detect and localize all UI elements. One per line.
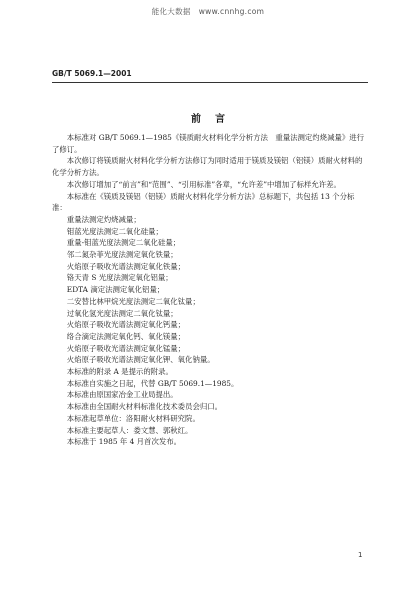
sub-standard-item: 火焰原子吸收光谱法测定氧化钙量； <box>66 320 186 330</box>
closing-paragraph: 本标准于 1985 年 4 月首次发布。 <box>66 437 182 447</box>
intro-paragraph: 本次修订将镁质耐火材料化学分析方法修订为同时适用于镁质及镁铝（铝镁）质耐火材料的化学分析方法。 <box>52 156 363 178</box>
sub-standard-item: 邻二氮杂菲光度法测定氧化铁量； <box>66 250 178 260</box>
page-heading: 前言 <box>191 114 239 125</box>
closing-paragraph: 本标准起草单位：洛阳耐火材料研究院。 <box>66 413 200 423</box>
sub-standard-item: 重量-钼蓝光度法测定二氧化硅量； <box>66 238 181 248</box>
closing-paragraph: 本标准自实施之日起，代替 GB/T 5069.1—1985。 <box>66 378 239 388</box>
sub-standard-item: 重量法测定灼烧减量； <box>66 214 141 224</box>
page-number: 1 <box>358 551 363 559</box>
sub-standard-item: 火焰原子吸收光谱法测定氧化钾、氧化钠量。 <box>66 355 215 365</box>
site-watermark: 能化大数据 www.cnnhg.com <box>151 7 265 16</box>
document-body <box>52 132 368 448</box>
sub-standard-item: 络合滴定法测定氧化钙、氧化镁量； <box>66 331 186 341</box>
closing-paragraph: 本标准由全国耐火材料标准化技术委员会归口。 <box>66 402 223 412</box>
sub-standard-item: EDTA 滴定法测定氧化铝量； <box>66 285 165 295</box>
standard-code: GB/T 5069.1—2001 <box>52 69 132 78</box>
sub-standard-item: 火焰原子吸收光谱法测定氧化铁量； <box>66 261 186 271</box>
intro-paragraph: 本次修订增加了“前言”和“范围”、“引用标准”各章，“允许差”中增加了标样允许差。 <box>66 179 341 189</box>
header-divider <box>52 82 368 83</box>
closing-paragraph: 本标准的附录 A 是提示的附录。 <box>66 367 173 377</box>
closing-paragraph: 本标准由原国家冶金工业局提出。 <box>66 390 178 400</box>
sub-standard-item: 过氧化氢光度法测定二氧化钛量； <box>66 308 178 318</box>
sub-standard-item: 火焰原子吸收光谱法测定氧化锰量； <box>66 343 186 353</box>
sub-standard-item: 铬天青 S 光度法测定氧化铝量； <box>66 273 173 283</box>
sub-standard-item: 二安替比林甲烷光度法测定二氧化钛量； <box>66 296 200 306</box>
intro-paragraph: 本标准在《镁质及镁铝（铝镁）质耐火材料化学分析方法》总标题下，共包括 13 个分标准： <box>52 191 355 213</box>
closing-paragraph: 本标准主要起草人：娄文慧、郭秋红。 <box>66 425 193 435</box>
sub-standard-item: 钼蓝光度法测定二氧化硅量； <box>66 226 163 236</box>
intro-paragraph: 本标准对 GB/T 5069.1—1985《镁质耐火材料化学分析方法 重量法测定灼烧减量》进行了修订。 <box>52 133 365 154</box>
